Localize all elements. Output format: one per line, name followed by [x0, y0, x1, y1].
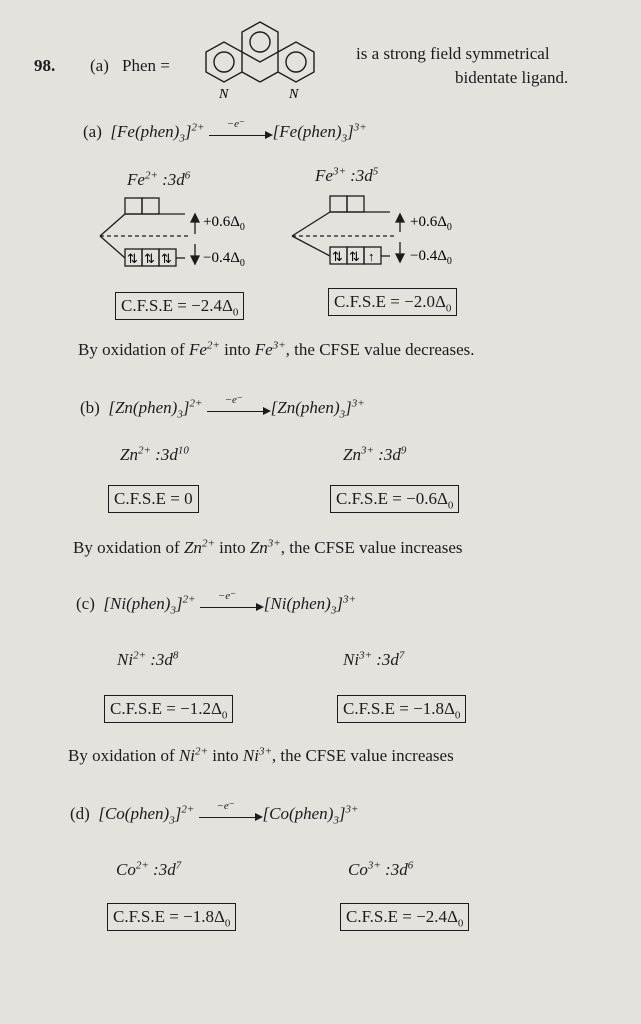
- reaction-arrow-a: −e⁻: [209, 127, 273, 139]
- svg-text:⇅: ⇅: [161, 251, 172, 266]
- section-b-equation: (b) $[Zn(phen)_3]^{2+}$ −e⁻ $[Zn(phen)_3]^{3+}$: [80, 394, 365, 421]
- co2-config: $Co^{2+}$ $:3d^7$: [116, 859, 182, 879]
- phen-n-left: N: [219, 87, 229, 102]
- cfse-box-zn3: $C.F.S.E = -0.6\Delta_0$: [330, 485, 459, 513]
- reaction-arrow-b: −e⁻: [207, 403, 271, 415]
- svg-text:⇅: ⇅: [332, 249, 343, 264]
- svg-text:↑: ↑: [368, 249, 375, 264]
- conclusion-c: By oxidation of $Ni^{2+}$ into $Ni^{3+}$, the CFSE value increases: [68, 745, 454, 765]
- cfse-box-ni2: $C.F.S.E = -1.2\Delta_0$: [104, 695, 233, 723]
- reaction-arrow-c: −e⁻: [200, 599, 264, 611]
- conclusion-b: By oxidation of $Zn^{2+}$ into $Zn^{3+}$, the CFSE value increases: [73, 537, 463, 557]
- cfse-box-fe2: $C.F.S.E = -2.4\Delta_0$: [115, 292, 244, 320]
- t2g-energy-label: $-0.4\Delta_0$: [410, 248, 452, 267]
- section-c-equation: (c) $[Ni(phen)_3]^{2+}$ −e⁻ $[Ni(phen)_3]^{3+}$: [76, 590, 356, 617]
- section-a-equation: (a) $[Fe(phen)_3]^{2+}$ −e⁻ $[Fe(phen)_3]^{3+}$: [83, 118, 367, 145]
- ligand-description-1: is a strong field symmetrical: [356, 44, 550, 63]
- cfse-box-co3: $C.F.S.E = -2.4\Delta_0$: [340, 903, 469, 931]
- question-number: 98.: [34, 56, 56, 75]
- cfse-box-zn2: C.F.S.E = 0: [108, 485, 199, 513]
- reaction-arrow-d: −e⁻: [199, 809, 263, 821]
- svg-text:⇅: ⇅: [349, 249, 360, 264]
- phen-n-right: N: [289, 87, 299, 102]
- svg-text:⇅: ⇅: [127, 251, 138, 266]
- part-a-label: (a): [90, 56, 109, 75]
- co3-config: $Co^{3+}$ $:3d^6$: [348, 859, 414, 879]
- eg-energy-label: $+0.6\Delta_0$: [203, 214, 245, 233]
- cfse-box-ni3: $C.F.S.E = -1.8\Delta_0$: [337, 695, 466, 723]
- zn3-config: $Zn^{3+}$ $:3d^9$: [343, 444, 407, 464]
- conclusion-a: By oxidation of $Fe^{2+}$ into $Fe^{3+}$, the CFSE value decreases.: [78, 339, 475, 359]
- fe3-splitting-diagram: [290, 190, 490, 278]
- zn2-config: $Zn^{2+}$ $:3d^{10}$: [120, 444, 189, 464]
- ligand-description-2: bidentate ligand.: [455, 68, 569, 87]
- cfse-box-co2: $C.F.S.E = -1.8\Delta_0$: [107, 903, 236, 931]
- ni3-config: $Ni^{3+}$ $:3d^7$: [343, 649, 405, 669]
- phenanthroline-structure-icon: [185, 14, 335, 104]
- fe3-config: $Fe^{3+}$ $:3d^5$: [315, 165, 379, 185]
- svg-text:⇅: ⇅: [144, 251, 155, 266]
- section-d-equation: (d) $[Co(phen)_3]^{2+}$ −e⁻ $[Co(phen)_3]^{3+}$: [70, 800, 359, 827]
- fe2-config: $Fe^{2+}$ $:3d^6$: [127, 169, 191, 189]
- t2g-energy-label: $-0.4\Delta_0$: [203, 250, 245, 269]
- cfse-box-fe3: $C.F.S.E = -2.0\Delta_0$: [328, 288, 457, 316]
- phen-label: Phen =: [122, 56, 170, 75]
- eg-energy-label: $+0.6\Delta_0$: [410, 214, 452, 233]
- fe2-splitting-diagram: [95, 192, 285, 280]
- ni2-config: $Ni^{2+}$ $:3d^8$: [117, 649, 179, 669]
